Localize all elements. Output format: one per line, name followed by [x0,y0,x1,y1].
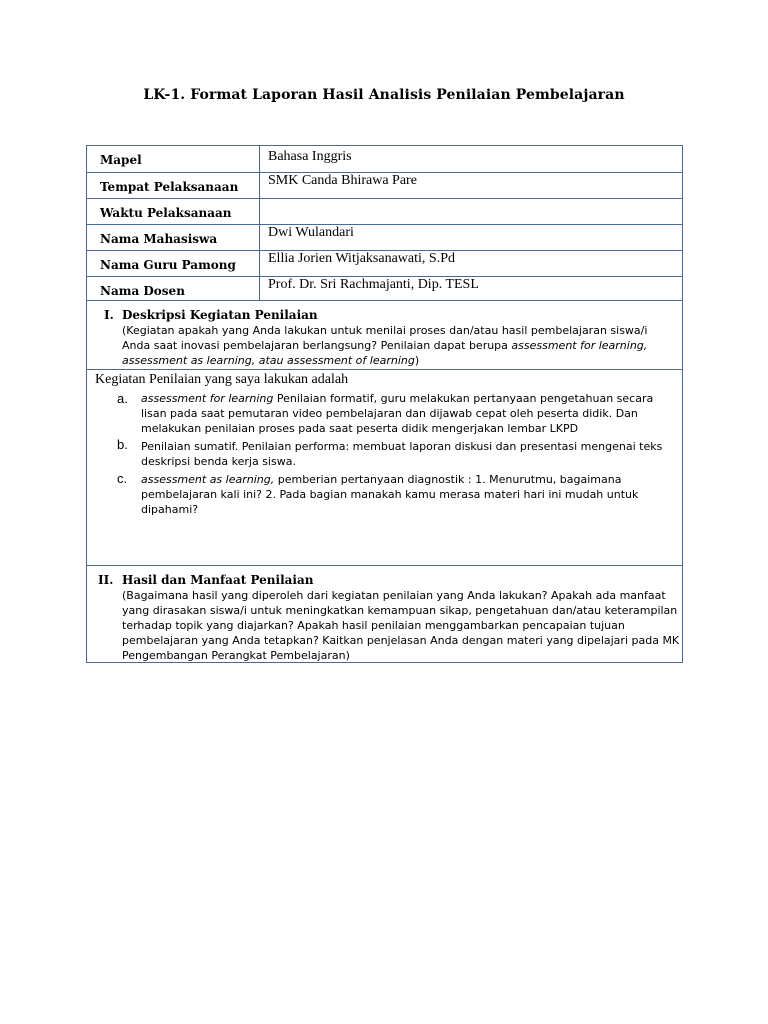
description-close: ) [414,354,420,367]
list-marker: c. [117,471,128,486]
section-deskripsi [86,300,683,566]
section-number: II. [98,573,114,587]
info-row-waktu [87,198,682,225]
info-label: Waktu Pelaksanaan [100,206,232,220]
lead-sentence: Kegiatan Penilaian yang saya lakukan adalah [95,372,349,387]
info-label: Nama Mahasiswa [100,232,218,246]
info-value: Dwi Wulandari [268,225,354,240]
section-header [87,301,682,370]
info-row-guru-pamong [87,250,682,277]
section-heading [104,308,318,322]
info-row-dosen [87,276,682,302]
info-label: Nama Guru Pamong [100,258,236,272]
list-item-italic: assessment as learning, [141,473,275,486]
description-text: (Kegiatan apakah yang Anda lakukan untuk menilai proses dan/atau hasil pembelajaran siswa/i Anda saat inovasi pembelajaran berlangsung? Penilaian dapat berupa [122,324,648,352]
section-number: I. [104,308,114,322]
info-label: Mapel [100,153,142,167]
info-row-tempat [87,172,682,199]
info-row-mapel [87,146,682,173]
list-item-text [141,472,671,517]
info-row-mahasiswa [87,224,682,251]
section-hasil-manfaat [86,565,683,663]
list-marker: b. [117,437,128,452]
description-italic: assessment for learning, assessment as learning, atau assessment of learning [122,339,648,367]
info-label: Tempat Pelaksanaan [100,180,239,194]
info-value: SMK Canda Bhirawa Pare [268,173,417,188]
list-item-body: pemberian pertanyaan diagnostik : 1. Menurutmu, bagaimana pembelajaran kali ini? 2. Pada bagian manakah kamu merasa materi hari ini mudah untuk dipahami? [141,473,639,516]
info-value: Bahasa Inggris [268,149,352,164]
info-value: Ellia Jorien Witjaksanawati, S.Pd [268,251,455,266]
section-heading-text: Hasil dan Manfaat Penilaian [122,573,314,587]
info-label: Nama Dosen [100,284,185,298]
section-description [122,323,662,368]
info-table [86,145,683,301]
list-item-body: Penilaian sumatif. Penilaian performa: membuat laporan diskusi dan presentasi mengenai teks deskripsi benda kerja siswa. [141,440,663,468]
info-value: Prof. Dr. Sri Rachmajanti, Dip. TESL [268,277,479,292]
list-item-italic: assessment for learning [141,392,274,405]
list-item-text [141,439,671,469]
page-title: LK-1. Format Laporan Hasil Analisis Penilaian Pembelajaran [143,87,625,103]
section-heading-text: Deskripsi Kegiatan Penilaian [122,308,318,322]
section-description: (Bagaimana hasil yang diperoleh dari kegiatan penilaian yang Anda lakukan? Apakah ada manfaat yang dirasakan siswa/i untuk meningkatkan kemampuan sikap, pengetahuan dan/atau keterampilan terhadap topik yang diajarkan? Apakah hasil penilaian menggambarkan pencapaian tujuan pembelajaran yang Anda tetapkan? Kaitkan penjelasan Anda dengan materi yang dipelajari pada MK Pengembangan Perangkat Pembelajaran) [122,589,680,662]
list-marker: a. [117,391,128,406]
list-item-body: Penilaian formatif, guru melakukan pertanyaan pengetahuan secara lisan pada saat pemutaran video pembelajaran dan dijawab cepat oleh peserta didik. Dan melakukan penilaian proses pada saat peserta didik mengerjakan lembar LKPD [141,392,654,435]
section-heading [98,573,313,587]
list-item-text [141,391,671,436]
